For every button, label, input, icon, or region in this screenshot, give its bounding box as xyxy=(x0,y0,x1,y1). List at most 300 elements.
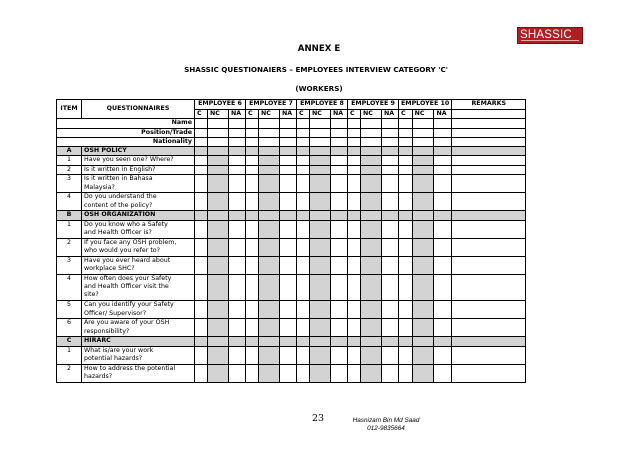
response-cell xyxy=(399,165,413,175)
response-cell xyxy=(399,175,413,193)
response-cell xyxy=(434,119,452,128)
question-line: Officer/ Supervisor? xyxy=(84,309,147,317)
question-line: Is it written in Bahasa xyxy=(84,175,153,183)
question-text xyxy=(82,274,195,301)
response-cell xyxy=(280,256,297,274)
response-cell xyxy=(382,220,399,238)
response-cell xyxy=(412,156,434,166)
question-text xyxy=(82,301,195,319)
question-row xyxy=(57,156,526,166)
remarks-cell xyxy=(452,319,526,337)
question-number: 2 xyxy=(57,165,82,175)
response-cell xyxy=(310,319,331,337)
question-line: Is it written in English? xyxy=(84,165,156,173)
response-cell xyxy=(382,128,399,137)
response-cell xyxy=(229,156,246,166)
status-header: NC xyxy=(259,110,280,119)
response-cell xyxy=(361,193,382,211)
remarks-cell xyxy=(452,256,526,274)
section-row xyxy=(57,337,526,346)
response-cell xyxy=(195,175,208,193)
response-cell xyxy=(310,337,331,346)
response-cell xyxy=(348,238,361,256)
info-label: Nationality xyxy=(57,137,195,146)
response-cell xyxy=(280,211,297,220)
response-cell xyxy=(208,137,229,146)
response-cell xyxy=(195,128,208,137)
remarks-cell xyxy=(452,364,526,382)
response-cell xyxy=(361,156,382,166)
response-cell xyxy=(348,211,361,220)
response-cell xyxy=(331,337,348,346)
question-text xyxy=(82,156,195,166)
response-cell xyxy=(280,165,297,175)
question-row xyxy=(57,346,526,364)
response-cell xyxy=(382,256,399,274)
remarks-header: REMARKS xyxy=(452,100,526,110)
response-cell xyxy=(412,319,434,337)
question-line: and Health Officer is? xyxy=(84,229,152,237)
response-cell xyxy=(280,274,297,301)
response-cell xyxy=(412,211,434,220)
question-number: 1 xyxy=(57,346,82,364)
info-label: Name xyxy=(57,119,195,128)
response-cell xyxy=(399,274,413,301)
response-cell xyxy=(399,137,413,146)
response-cell xyxy=(412,256,434,274)
question-row xyxy=(57,220,526,238)
question-number: 4 xyxy=(57,274,82,301)
response-cell xyxy=(382,319,399,337)
response-cell xyxy=(229,256,246,274)
response-cell xyxy=(280,337,297,346)
response-cell xyxy=(310,156,331,166)
response-cell xyxy=(208,238,229,256)
response-cell xyxy=(229,346,246,364)
document-subtitle: (WORKERS) xyxy=(295,84,343,93)
response-cell xyxy=(412,175,434,193)
response-cell xyxy=(208,119,229,128)
section-title: HIRARC xyxy=(82,337,195,346)
response-cell xyxy=(280,364,297,382)
response-cell xyxy=(310,274,331,301)
response-cell xyxy=(434,301,452,319)
remarks-cell xyxy=(452,137,526,146)
response-cell xyxy=(434,175,452,193)
response-cell xyxy=(399,119,413,128)
question-line: What is/are your work xyxy=(84,346,154,354)
response-cell xyxy=(229,137,246,146)
response-cell xyxy=(382,137,399,146)
response-cell xyxy=(434,346,452,364)
response-cell xyxy=(208,274,229,301)
status-header: NC xyxy=(361,110,382,119)
response-cell xyxy=(195,193,208,211)
response-cell xyxy=(361,220,382,238)
response-cell xyxy=(229,193,246,211)
response-cell xyxy=(412,119,434,128)
response-cell xyxy=(280,193,297,211)
response-cell xyxy=(310,128,331,137)
response-cell xyxy=(331,364,348,382)
response-cell xyxy=(331,165,348,175)
response-cell xyxy=(280,346,297,364)
status-header: C xyxy=(297,110,310,119)
response-cell xyxy=(434,147,452,156)
question-row xyxy=(57,238,526,256)
response-cell xyxy=(229,301,246,319)
response-cell xyxy=(195,256,208,274)
question-number: 5 xyxy=(57,301,82,319)
response-cell xyxy=(310,147,331,156)
response-cell xyxy=(297,137,310,146)
info-row xyxy=(57,137,526,146)
response-cell xyxy=(331,256,348,274)
response-cell xyxy=(382,238,399,256)
response-cell xyxy=(382,346,399,364)
response-cell xyxy=(259,238,280,256)
status-header: NA xyxy=(382,110,399,119)
response-cell xyxy=(297,211,310,220)
response-cell xyxy=(229,165,246,175)
logo-underline xyxy=(521,40,579,43)
response-cell xyxy=(331,274,348,301)
response-cell xyxy=(259,220,280,238)
response-cell xyxy=(399,256,413,274)
response-cell xyxy=(195,337,208,346)
response-cell xyxy=(310,175,331,193)
response-cell xyxy=(246,137,259,146)
response-cell xyxy=(331,211,348,220)
page-number: 23 xyxy=(312,413,325,424)
employee-header: EMPLOYEE 7 xyxy=(246,100,297,110)
question-text xyxy=(82,238,195,256)
response-cell xyxy=(310,165,331,175)
response-cell xyxy=(399,211,413,220)
info-row xyxy=(57,128,526,137)
response-cell xyxy=(399,128,413,137)
response-cell xyxy=(361,256,382,274)
question-line: Malaysia? xyxy=(84,183,115,191)
response-cell xyxy=(348,165,361,175)
response-cell xyxy=(434,193,452,211)
response-cell xyxy=(361,165,382,175)
question-row xyxy=(57,319,526,337)
response-cell xyxy=(348,220,361,238)
response-cell xyxy=(246,301,259,319)
response-cell xyxy=(412,220,434,238)
response-cell xyxy=(195,238,208,256)
response-cell xyxy=(361,337,382,346)
response-cell xyxy=(331,175,348,193)
response-cell xyxy=(412,137,434,146)
response-cell xyxy=(195,147,208,156)
response-cell xyxy=(229,211,246,220)
response-cell xyxy=(399,364,413,382)
response-cell xyxy=(348,156,361,166)
question-text xyxy=(82,175,195,193)
author-name: Hasnizam Bin Md Saad xyxy=(352,417,420,424)
item-header: ITEM xyxy=(57,100,82,119)
response-cell xyxy=(348,175,361,193)
response-cell xyxy=(208,156,229,166)
response-cell xyxy=(259,274,280,301)
response-cell xyxy=(297,238,310,256)
response-cell xyxy=(297,346,310,364)
question-text xyxy=(82,319,195,337)
question-text xyxy=(82,193,195,211)
response-cell xyxy=(348,256,361,274)
questions-header: QUESTIONNAIRES xyxy=(82,100,195,119)
response-cell xyxy=(331,156,348,166)
response-cell xyxy=(361,346,382,364)
response-cell xyxy=(208,346,229,364)
response-cell xyxy=(331,137,348,146)
response-cell xyxy=(331,346,348,364)
response-cell xyxy=(259,337,280,346)
response-cell xyxy=(229,238,246,256)
employee-header: EMPLOYEE 8 xyxy=(297,100,348,110)
section-letter: B xyxy=(57,211,82,220)
question-number: 1 xyxy=(57,156,82,166)
response-cell xyxy=(399,193,413,211)
response-cell xyxy=(297,175,310,193)
question-line: Have you seen one? Where? xyxy=(84,156,174,164)
response-cell xyxy=(382,175,399,193)
response-cell xyxy=(382,156,399,166)
question-line: If you face any OSH problem, xyxy=(84,238,177,246)
response-cell xyxy=(195,156,208,166)
remarks-cell xyxy=(452,211,526,220)
response-cell xyxy=(382,337,399,346)
status-header: C xyxy=(348,110,361,119)
response-cell xyxy=(229,337,246,346)
remarks-subheader xyxy=(452,110,526,119)
response-cell xyxy=(208,211,229,220)
question-line: Have you ever heard about xyxy=(84,256,171,264)
response-cell xyxy=(348,128,361,137)
remarks-cell xyxy=(452,128,526,137)
question-line: Do you know who a Safety xyxy=(84,220,168,228)
response-cell xyxy=(297,319,310,337)
response-cell xyxy=(412,238,434,256)
status-header: NA xyxy=(280,110,297,119)
question-line: site? xyxy=(84,291,99,299)
response-cell xyxy=(208,256,229,274)
response-cell xyxy=(229,364,246,382)
questionnaire-table xyxy=(56,99,526,383)
question-line: responsibility? xyxy=(84,327,130,335)
response-cell xyxy=(348,337,361,346)
response-cell xyxy=(297,274,310,301)
response-cell xyxy=(434,256,452,274)
response-cell xyxy=(382,301,399,319)
response-cell xyxy=(412,147,434,156)
response-cell xyxy=(434,137,452,146)
response-cell xyxy=(280,147,297,156)
response-cell xyxy=(382,147,399,156)
response-cell xyxy=(310,220,331,238)
response-cell xyxy=(280,238,297,256)
response-cell xyxy=(434,156,452,166)
response-cell xyxy=(246,165,259,175)
response-cell xyxy=(361,301,382,319)
response-cell xyxy=(246,238,259,256)
response-cell xyxy=(348,301,361,319)
section-row xyxy=(57,147,526,156)
response-cell xyxy=(382,274,399,301)
response-cell xyxy=(297,337,310,346)
status-header: C xyxy=(399,110,413,119)
response-cell xyxy=(361,119,382,128)
remarks-cell xyxy=(452,238,526,256)
response-cell xyxy=(361,238,382,256)
response-cell xyxy=(229,319,246,337)
response-cell xyxy=(297,220,310,238)
remarks-cell xyxy=(452,193,526,211)
response-cell xyxy=(434,238,452,256)
response-cell xyxy=(348,147,361,156)
response-cell xyxy=(208,128,229,137)
employee-header: EMPLOYEE 9 xyxy=(348,100,399,110)
question-line: and Health Officer visit the xyxy=(84,283,169,291)
section-letter: A xyxy=(57,147,82,156)
response-cell xyxy=(208,220,229,238)
response-cell xyxy=(412,346,434,364)
response-cell xyxy=(297,256,310,274)
response-cell xyxy=(399,346,413,364)
response-cell xyxy=(382,165,399,175)
response-cell xyxy=(246,337,259,346)
response-cell xyxy=(208,337,229,346)
response-cell xyxy=(246,193,259,211)
response-cell xyxy=(412,193,434,211)
response-cell xyxy=(434,337,452,346)
question-number: 2 xyxy=(57,238,82,256)
question-number: 3 xyxy=(57,175,82,193)
response-cell xyxy=(246,147,259,156)
remarks-cell xyxy=(452,346,526,364)
question-line: who would you refer to? xyxy=(84,247,160,255)
response-cell xyxy=(195,301,208,319)
response-cell xyxy=(331,128,348,137)
status-header: NA xyxy=(331,110,348,119)
response-cell xyxy=(399,147,413,156)
response-cell xyxy=(297,119,310,128)
response-cell xyxy=(348,137,361,146)
section-title: OSH ORGANIZATION xyxy=(82,211,195,220)
response-cell xyxy=(280,128,297,137)
response-cell xyxy=(195,274,208,301)
response-cell xyxy=(331,220,348,238)
response-cell xyxy=(246,156,259,166)
response-cell xyxy=(361,274,382,301)
response-cell xyxy=(280,119,297,128)
status-header: NC xyxy=(310,110,331,119)
response-cell xyxy=(280,137,297,146)
response-cell xyxy=(331,319,348,337)
remarks-cell xyxy=(452,337,526,346)
response-cell xyxy=(259,346,280,364)
response-cell xyxy=(280,220,297,238)
response-cell xyxy=(382,364,399,382)
response-cell xyxy=(229,274,246,301)
response-cell xyxy=(297,165,310,175)
response-cell xyxy=(399,156,413,166)
response-cell xyxy=(310,364,331,382)
response-cell xyxy=(259,137,280,146)
response-cell xyxy=(208,319,229,337)
response-cell xyxy=(399,319,413,337)
response-cell xyxy=(361,175,382,193)
response-cell xyxy=(361,137,382,146)
response-cell xyxy=(434,128,452,137)
response-cell xyxy=(412,364,434,382)
remarks-cell xyxy=(452,147,526,156)
response-cell xyxy=(331,301,348,319)
response-cell xyxy=(399,301,413,319)
response-cell xyxy=(297,128,310,137)
response-cell xyxy=(348,346,361,364)
response-cell xyxy=(382,211,399,220)
response-cell xyxy=(310,211,331,220)
response-cell xyxy=(259,119,280,128)
response-cell xyxy=(259,319,280,337)
status-header: NA xyxy=(229,110,246,119)
response-cell xyxy=(297,147,310,156)
remarks-cell xyxy=(452,119,526,128)
response-cell xyxy=(361,211,382,220)
response-cell xyxy=(259,364,280,382)
response-cell xyxy=(246,364,259,382)
response-cell xyxy=(310,119,331,128)
shassic-logo xyxy=(517,27,583,44)
annex-title: ANNEX E xyxy=(297,44,341,54)
section-row xyxy=(57,211,526,220)
response-cell xyxy=(246,319,259,337)
response-cell xyxy=(348,193,361,211)
remarks-cell xyxy=(452,175,526,193)
response-cell xyxy=(434,274,452,301)
employee-header-row xyxy=(57,100,526,110)
response-cell xyxy=(208,175,229,193)
response-cell xyxy=(195,137,208,146)
question-row xyxy=(57,274,526,301)
response-cell xyxy=(229,147,246,156)
response-cell xyxy=(434,211,452,220)
response-cell xyxy=(195,165,208,175)
remarks-cell xyxy=(452,301,526,319)
question-text xyxy=(82,364,195,382)
response-cell xyxy=(310,301,331,319)
response-cell xyxy=(246,256,259,274)
question-text xyxy=(82,220,195,238)
response-cell xyxy=(361,319,382,337)
question-text xyxy=(82,256,195,274)
question-row xyxy=(57,165,526,175)
response-cell xyxy=(434,319,452,337)
response-cell xyxy=(259,301,280,319)
response-cell xyxy=(246,119,259,128)
question-line: Are you aware of your OSH xyxy=(84,319,170,327)
response-cell xyxy=(246,211,259,220)
response-cell xyxy=(195,319,208,337)
response-cell xyxy=(259,193,280,211)
question-line: How to address the potential xyxy=(84,364,176,372)
response-cell xyxy=(310,193,331,211)
document-title: SHASSIC QUESTIONAIERS – EMPLOYEES INTERVIEW CATEGORY 'C' xyxy=(184,65,448,74)
author-phone: 012-9835664 xyxy=(367,424,405,432)
